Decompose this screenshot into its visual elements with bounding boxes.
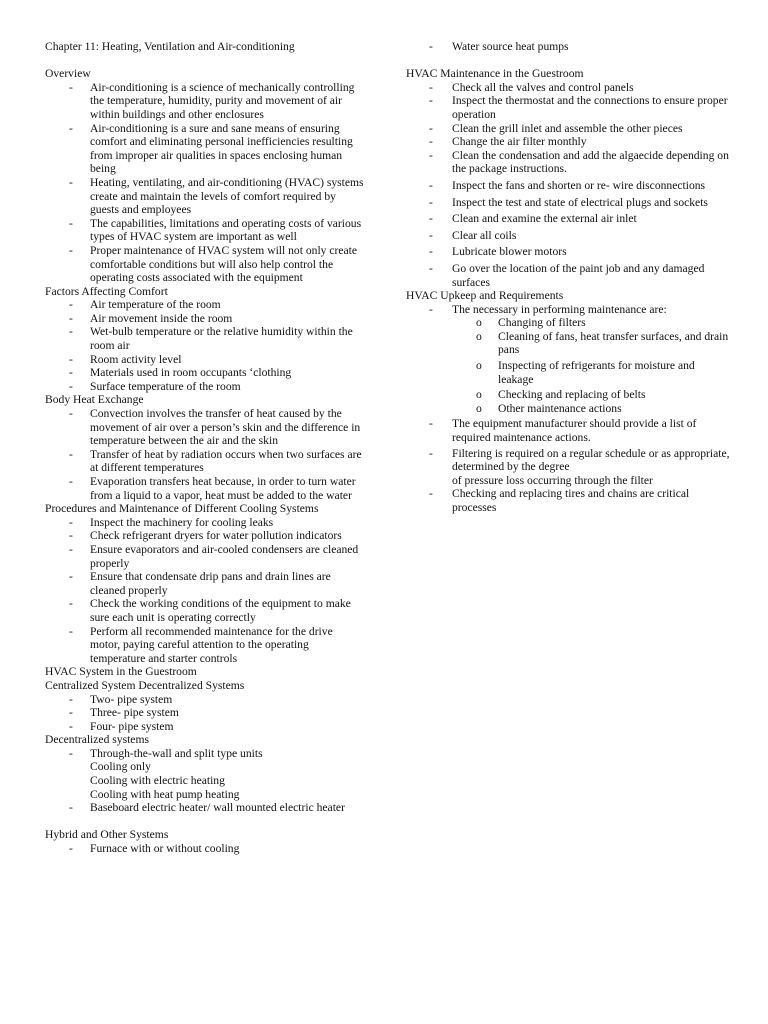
factors-heading: Factors Affecting Comfort	[45, 284, 168, 298]
sub-list-item: o Inspecting of refrigerants for moisture and leakage	[476, 359, 695, 386]
dash-bullet: -	[429, 212, 433, 226]
list-item: - Check all the valves and control panels	[429, 80, 634, 94]
dash-bullet: -	[69, 801, 73, 815]
dash-bullet: -	[429, 148, 433, 162]
maintenance-heading: HVAC Maintenance in the Guestroom	[406, 67, 584, 81]
sub-list-item: o Cleaning of fans, heat transfer surfaces, and drain pans	[476, 329, 729, 357]
dash-bullet: -	[69, 366, 73, 380]
dash-bullet: -	[69, 597, 73, 611]
list-item: - The capabilities, limitations and operating costs of various types of HVAC system are important as well	[69, 216, 362, 244]
sub-line: Cooling only	[90, 760, 151, 774]
dash-bullet: -	[69, 842, 73, 856]
dash-bullet: -	[429, 94, 433, 108]
dash-bullet: -	[69, 216, 73, 230]
list-item: - Convection involves the transfer of heat caused by the movement of air over a person’s skin and the difference in temperature between the air and the skin	[69, 407, 361, 448]
list-item: - The equipment manufacturer should provide a list of required maintenance actions.	[429, 417, 697, 445]
list-item: - Filtering is required on a regular schedule or as appropriate, determined by the degree of pressure loss occurring through the filter	[429, 446, 730, 487]
list-item: - Ensure evaporators and air-cooled condensers are cleaned properly	[69, 542, 359, 570]
right-column	[406, 40, 732, 515]
dash-bullet: -	[69, 475, 73, 488]
circle-bullet: o	[476, 359, 482, 373]
dash-bullet: -	[69, 325, 73, 339]
overview-heading: Overview	[45, 67, 91, 81]
circle-bullet: o	[476, 401, 482, 415]
list-item: - Inspect the thermostat and the connections to ensure proper operation	[429, 94, 728, 121]
list-item: - Inspect the test and state of electrical plugs and sockets	[429, 195, 708, 209]
guestroom-heading: HVAC System in the Guestroom	[45, 665, 197, 679]
list-item: - Three- pipe system	[69, 706, 179, 720]
list-item: - Heating, ventilating, and air-conditioning (HVAC) systems create and maintain the levels of comfort required by guests and employees	[69, 175, 364, 217]
dash-bullet: -	[69, 352, 73, 366]
sub-list-item: o Changing of filters	[476, 316, 586, 330]
list-item: - Check refrigerant dryers for water pollution indicators	[69, 529, 342, 543]
chapter-title: Chapter 11: Heating, Ventilation and Air-conditioning	[45, 40, 295, 53]
list-item: - Change the air filter monthly	[429, 135, 587, 149]
list-item: - Check the working conditions of the equipment to make sure each unit is operating correctly	[69, 597, 351, 624]
dash-bullet: -	[69, 692, 73, 706]
list-item: - Through-the-wall and split type units Cooling only Cooling with electric heating Cooling with heat pump heating	[45, 747, 365, 801]
centralized-heading: Centralized System Decentralized Systems	[45, 678, 245, 692]
dash-bullet: -	[429, 417, 433, 431]
procedures-heading: Procedures and Maintenance of Different Cooling Systems	[45, 502, 319, 516]
centralized-list	[45, 693, 365, 734]
body-heat-heading: Body Heat Exchange	[45, 393, 144, 407]
list-item: - Checking and replacing tires and chains are critical processes	[429, 487, 690, 514]
list-item: - Go over the location of the paint job and any damaged surfaces	[429, 261, 705, 289]
dash-bullet: -	[429, 228, 433, 242]
dash-bullet: -	[69, 542, 73, 556]
dash-bullet: -	[429, 302, 433, 316]
list-item: - Transfer of heat by radiation occurs when two surfaces are at different temperatures	[69, 447, 362, 475]
list-item: - Wet-bulb temperature or the relative humidity within the room air	[69, 325, 353, 353]
circle-bullet: o	[476, 388, 482, 402]
dash-bullet: -	[69, 719, 73, 733]
dash-bullet: -	[429, 195, 433, 209]
decentralized-heading: Decentralized systems	[45, 733, 149, 747]
list-item: - Room activity level	[69, 352, 182, 366]
upkeep-heading: HVAC Upkeep and Requirements	[406, 289, 564, 303]
dash-bullet: -	[69, 175, 73, 189]
list-item: - Furnace with or without cooling	[69, 842, 240, 856]
dash-bullet: -	[429, 261, 433, 275]
dash-bullet: -	[69, 298, 73, 312]
list-item: - Perform all recommended maintenance for the drive motor, paying careful attention to the operating temperature and starter controls	[69, 624, 333, 665]
list-item: - Surface temperature of the room	[69, 379, 241, 393]
list-item: - Air-conditioning is a sure and sane means of ensuring comfort and eliminating personal inefficiencies resulting from improper air qualities in spaces enclosing human being	[69, 121, 353, 176]
list-item: - Air-conditioning is a science of mechanically controlling the temperature, humidity, purity and movement of air within buildings and other enclosures	[69, 80, 355, 121]
list-item: - Proper maintenance of HVAC system will not only create comfortable conditions but will also help control the operating costs associated with the equipment	[69, 243, 358, 285]
upkeep-list	[406, 303, 732, 515]
dash-bullet: -	[69, 407, 73, 421]
procedures-list	[45, 516, 365, 666]
dash-bullet: -	[69, 570, 73, 584]
dash-bullet: -	[69, 80, 73, 94]
body-heat-list	[45, 407, 365, 502]
list-item: - Materials used in room occupants ‘clothing	[69, 366, 292, 380]
dash-bullet: -	[429, 135, 433, 149]
dash-bullet: -	[429, 245, 433, 259]
dash-bullet: -	[429, 121, 433, 135]
list-item: - Clean the condensation and add the algaecide depending on the package instructions.	[429, 148, 729, 176]
list-item: - Four- pipe system	[69, 719, 174, 733]
dash-bullet: -	[69, 706, 73, 720]
dash-bullet: -	[69, 515, 73, 529]
sub-list-item: o Other maintenance actions	[476, 401, 622, 415]
list-item: - Baseboard electric heater/ wall mounted electric heater	[69, 801, 345, 815]
overview-list	[45, 81, 365, 285]
list-item: - Ensure that condensate drip pans and drain lines are cleaned properly	[69, 570, 331, 597]
dash-bullet: -	[69, 624, 73, 638]
dash-bullet: -	[429, 446, 433, 460]
hybrid-list	[45, 842, 365, 856]
factors-list	[45, 298, 365, 393]
list-item: - Clean and examine the external air inlet	[429, 212, 637, 226]
list-item: - Inspect the fans and shorten or re- wire disconnections	[429, 178, 706, 192]
dash-bullet: -	[69, 121, 73, 135]
list-item: - Inspect the machinery for cooling leaks	[69, 515, 274, 529]
list-item: - Lubricate blower motors	[429, 245, 567, 259]
dash-bullet: -	[429, 178, 433, 192]
list-item: - Clear all coils	[429, 228, 517, 242]
dash-bullet: -	[429, 487, 433, 501]
dash-bullet: -	[69, 746, 73, 760]
list-item: - Clean the grill inlet and assemble the other pieces	[429, 121, 683, 135]
dash-bullet: -	[69, 311, 73, 325]
dash-bullet: -	[69, 529, 73, 543]
dash-bullet: -	[69, 379, 73, 393]
list-item: - Two- pipe system	[69, 692, 173, 706]
dash-bullet: -	[69, 447, 73, 461]
dash-bullet: -	[429, 80, 433, 94]
circle-bullet: o	[476, 316, 482, 330]
circle-bullet: o	[476, 329, 482, 343]
list-item: - Evaporation transfers heat because, in order to turn water from a liquid to a vapor, heat must be added to the water	[69, 475, 356, 502]
list-item: - Air movement inside the room	[69, 311, 233, 325]
sub-line: Cooling with heat pump heating	[90, 787, 240, 801]
list-item: - Water source heat pumps	[429, 40, 569, 53]
list-item: - Air temperature of the room	[69, 298, 221, 312]
left-column	[45, 40, 365, 856]
sub-line: Cooling with electric heating	[90, 774, 225, 788]
decentralized-list	[45, 747, 365, 815]
maintenance-list	[406, 81, 732, 289]
dash-bullet: -	[429, 40, 433, 53]
list-item: - The necessary in performing maintenance are:	[429, 302, 667, 316]
dash-bullet: -	[69, 243, 73, 257]
hybrid-heading: Hybrid and Other Systems	[45, 828, 169, 842]
sub-list-item: o Checking and replacing of belts	[476, 388, 646, 402]
